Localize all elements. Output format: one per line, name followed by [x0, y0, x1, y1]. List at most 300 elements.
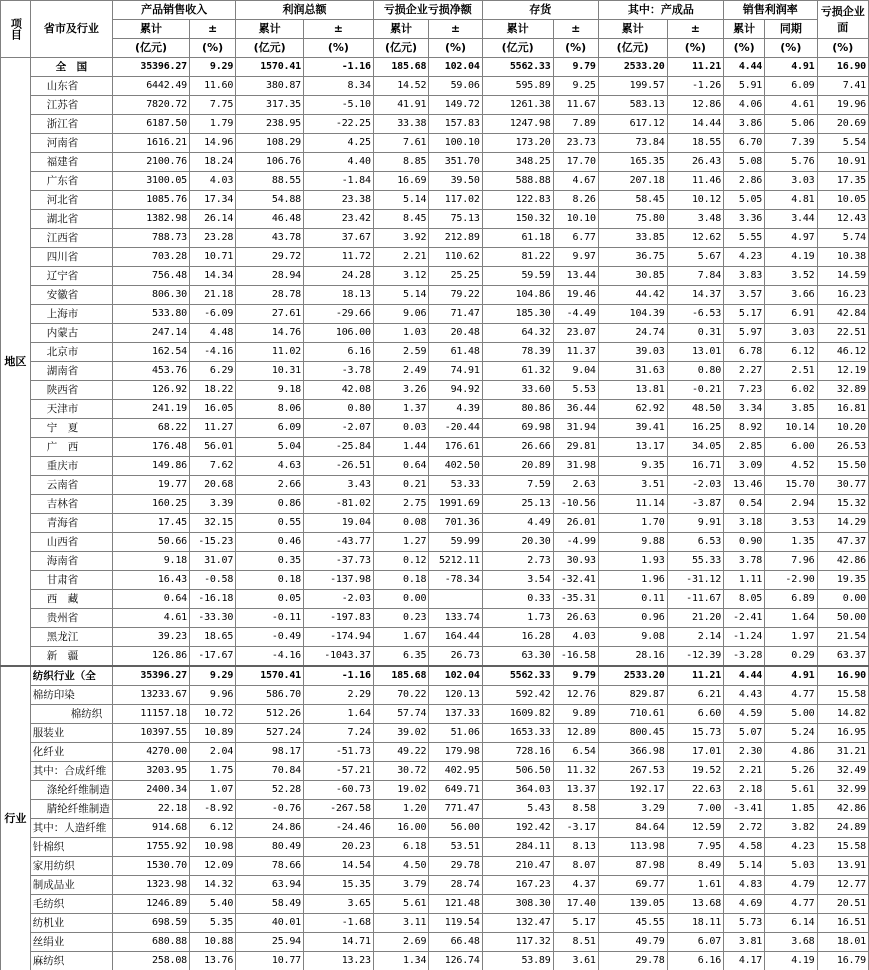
- value-cell: 16.25: [667, 419, 723, 438]
- value-cell: 9.08: [598, 628, 667, 647]
- value-cell: 1570.41: [236, 666, 304, 686]
- region-row: [1, 495, 869, 514]
- value-cell: 26.43: [667, 153, 723, 172]
- value-cell: 150.32: [482, 210, 553, 229]
- value-cell: 2.86: [724, 172, 765, 191]
- unit-pct: (%): [189, 39, 235, 58]
- value-cell: 29.78: [598, 952, 667, 970]
- value-cell: 26.66: [482, 438, 553, 457]
- value-cell: 4.77: [765, 895, 817, 914]
- value-cell: 106.00: [303, 324, 373, 343]
- value-cell: -2.03: [303, 590, 373, 609]
- region-row: [1, 647, 869, 667]
- region-row: [1, 571, 869, 590]
- value-cell: 157.83: [429, 115, 482, 134]
- value-cell: 57.74: [373, 705, 428, 724]
- table-header: [1, 1, 869, 58]
- value-cell: 55.33: [667, 552, 723, 571]
- value-cell: 20.30: [482, 533, 553, 552]
- value-cell: 2.14: [667, 628, 723, 647]
- value-cell: 3.29: [598, 800, 667, 819]
- value-cell: 73.84: [598, 134, 667, 153]
- value-cell: 6.35: [373, 647, 428, 667]
- header-cum: 累计: [236, 20, 304, 39]
- value-cell: 126.86: [112, 647, 189, 667]
- unit-pct: (%): [817, 39, 868, 58]
- industry-row: [1, 857, 869, 876]
- header-pm: ±: [303, 20, 373, 39]
- value-cell: 74.91: [429, 362, 482, 381]
- row-label: 吉林省: [30, 495, 112, 514]
- row-label: 丝绢业: [30, 933, 112, 952]
- value-cell: 6.12: [189, 819, 235, 838]
- value-cell: 12.59: [667, 819, 723, 838]
- value-cell: 6.00: [765, 438, 817, 457]
- value-cell: 7.41: [817, 77, 868, 96]
- value-cell: 2.51: [765, 362, 817, 381]
- value-cell: 30.85: [598, 267, 667, 286]
- unit-yi: (亿元): [373, 39, 428, 58]
- value-cell: 179.98: [429, 743, 482, 762]
- value-cell: 15.58: [817, 686, 868, 705]
- value-cell: 1.73: [482, 609, 553, 628]
- value-cell: 26.53: [817, 438, 868, 457]
- value-cell: 1.85: [765, 800, 817, 819]
- value-cell: 102.04: [429, 58, 482, 77]
- value-cell: 2.59: [373, 343, 428, 362]
- value-cell: 113.98: [598, 838, 667, 857]
- value-cell: -25.84: [303, 438, 373, 457]
- industry-row: [1, 686, 869, 705]
- value-cell: 10.89: [189, 724, 235, 743]
- value-cell: 18.22: [189, 381, 235, 400]
- value-cell: -4.16: [189, 343, 235, 362]
- value-cell: 12.77: [817, 876, 868, 895]
- value-cell: 19.77: [112, 476, 189, 495]
- value-cell: 39.41: [598, 419, 667, 438]
- row-label: 广东省: [30, 172, 112, 191]
- value-cell: [429, 590, 482, 609]
- value-cell: -60.73: [303, 781, 373, 800]
- value-cell: -16.58: [553, 647, 598, 667]
- value-cell: 0.03: [373, 419, 428, 438]
- value-cell: 3.81: [724, 933, 765, 952]
- value-cell: -174.94: [303, 628, 373, 647]
- value-cell: 680.88: [112, 933, 189, 952]
- value-cell: 176.48: [112, 438, 189, 457]
- value-cell: 17.70: [553, 153, 598, 172]
- value-cell: 22.63: [667, 781, 723, 800]
- value-cell: 5.00: [765, 705, 817, 724]
- value-cell: 18.13: [303, 286, 373, 305]
- value-cell: 192.17: [598, 781, 667, 800]
- value-cell: -24.46: [303, 819, 373, 838]
- value-cell: 0.80: [303, 400, 373, 419]
- value-cell: 2.30: [724, 743, 765, 762]
- value-cell: 14.71: [303, 933, 373, 952]
- value-cell: 0.64: [112, 590, 189, 609]
- row-label: 上海市: [30, 305, 112, 324]
- value-cell: 1323.98: [112, 876, 189, 895]
- value-cell: -35.31: [553, 590, 598, 609]
- value-cell: 586.70: [236, 686, 304, 705]
- value-cell: -2.41: [724, 609, 765, 628]
- value-cell: 2.85: [724, 438, 765, 457]
- value-cell: 1.70: [598, 514, 667, 533]
- header-cum: 累计: [598, 20, 667, 39]
- value-cell: 28.78: [236, 286, 304, 305]
- value-cell: 9.06: [373, 305, 428, 324]
- value-cell: -57.21: [303, 762, 373, 781]
- value-cell: 16.51: [817, 914, 868, 933]
- value-cell: 2.29: [303, 686, 373, 705]
- region-row: [1, 229, 869, 248]
- row-label: 浙江省: [30, 115, 112, 134]
- value-cell: 50.66: [112, 533, 189, 552]
- value-cell: 9.91: [667, 514, 723, 533]
- value-cell: 5.74: [817, 229, 868, 248]
- value-cell: 28.16: [598, 647, 667, 667]
- value-cell: 42.86: [817, 800, 868, 819]
- value-cell: 3.66: [765, 286, 817, 305]
- row-label: 棉纺织: [30, 705, 112, 724]
- value-cell: 9.79: [553, 666, 598, 686]
- row-label: 海南省: [30, 552, 112, 571]
- region-row: [1, 115, 869, 134]
- value-cell: -0.58: [189, 571, 235, 590]
- value-cell: 11157.18: [112, 705, 189, 724]
- value-cell: 69.98: [482, 419, 553, 438]
- value-cell: -15.23: [189, 533, 235, 552]
- value-cell: -4.99: [553, 533, 598, 552]
- region-row: [1, 172, 869, 191]
- value-cell: 8.05: [724, 590, 765, 609]
- value-cell: 4.06: [724, 96, 765, 115]
- value-cell: 1991.69: [429, 495, 482, 514]
- value-cell: 70.22: [373, 686, 428, 705]
- value-cell: 167.23: [482, 876, 553, 895]
- value-cell: 0.23: [373, 609, 428, 628]
- value-cell: 0.31: [667, 324, 723, 343]
- value-cell: 3.34: [724, 400, 765, 419]
- row-label: 辽宁省: [30, 267, 112, 286]
- value-cell: 5.43: [482, 800, 553, 819]
- value-cell: 14.76: [236, 324, 304, 343]
- value-cell: 15.32: [817, 495, 868, 514]
- value-cell: 7.24: [303, 724, 373, 743]
- value-cell: 1.44: [373, 438, 428, 457]
- value-cell: 2.72: [724, 819, 765, 838]
- value-cell: -11.67: [667, 590, 723, 609]
- value-cell: 24.74: [598, 324, 667, 343]
- value-cell: 241.19: [112, 400, 189, 419]
- value-cell: 7.62: [189, 457, 235, 476]
- unit-yi: (亿元): [236, 39, 304, 58]
- value-cell: -29.66: [303, 305, 373, 324]
- value-cell: -1.84: [303, 172, 373, 191]
- row-label: 重庆市: [30, 457, 112, 476]
- row-label: 安徽省: [30, 286, 112, 305]
- value-cell: 247.14: [112, 324, 189, 343]
- value-cell: 10.12: [667, 191, 723, 210]
- value-cell: 22.18: [112, 800, 189, 819]
- value-cell: 9.18: [112, 552, 189, 571]
- value-cell: 6.29: [189, 362, 235, 381]
- value-cell: 33.85: [598, 229, 667, 248]
- value-cell: 4.39: [429, 400, 482, 419]
- value-cell: 4.17: [724, 952, 765, 970]
- value-cell: 2.75: [373, 495, 428, 514]
- value-cell: 10.05: [817, 191, 868, 210]
- value-cell: 6.12: [765, 343, 817, 362]
- row-label: 湖南省: [30, 362, 112, 381]
- header-pm: ±: [553, 20, 598, 39]
- value-cell: 4.19: [765, 248, 817, 267]
- value-cell: 527.24: [236, 724, 304, 743]
- value-cell: 3.48: [667, 210, 723, 229]
- value-cell: 258.08: [112, 952, 189, 970]
- row-label: 山西省: [30, 533, 112, 552]
- value-cell: 3.09: [724, 457, 765, 476]
- value-cell: 50.00: [817, 609, 868, 628]
- value-cell: 512.26: [236, 705, 304, 724]
- value-cell: 149.72: [429, 96, 482, 115]
- value-cell: 12.09: [189, 857, 235, 876]
- value-cell: 53.51: [429, 838, 482, 857]
- value-cell: 14.37: [667, 286, 723, 305]
- value-cell: 4.44: [724, 58, 765, 77]
- value-cell: 6.60: [667, 705, 723, 724]
- value-cell: 317.35: [236, 96, 304, 115]
- value-cell: 8.07: [553, 857, 598, 876]
- value-cell: 160.25: [112, 495, 189, 514]
- value-cell: 0.05: [236, 590, 304, 609]
- value-cell: 106.76: [236, 153, 304, 172]
- value-cell: 10.72: [189, 705, 235, 724]
- value-cell: 16.28: [482, 628, 553, 647]
- value-cell: 42.86: [817, 552, 868, 571]
- value-cell: 5.61: [373, 895, 428, 914]
- row-label: 福建省: [30, 153, 112, 172]
- value-cell: 80.86: [482, 400, 553, 419]
- value-cell: -5.10: [303, 96, 373, 115]
- value-cell: 5.73: [724, 914, 765, 933]
- value-cell: 16.43: [112, 571, 189, 590]
- value-cell: -2.03: [667, 476, 723, 495]
- value-cell: 3.78: [724, 552, 765, 571]
- value-cell: 78.39: [482, 343, 553, 362]
- value-cell: 94.92: [429, 381, 482, 400]
- value-cell: 13.37: [553, 781, 598, 800]
- value-cell: 8.45: [373, 210, 428, 229]
- value-cell: 58.49: [236, 895, 304, 914]
- value-cell: 16.05: [189, 400, 235, 419]
- value-cell: 46.12: [817, 343, 868, 362]
- section-label-region: 地区: [1, 58, 31, 667]
- row-label: 制成品业: [30, 876, 112, 895]
- value-cell: 13.76: [189, 952, 235, 970]
- value-cell: 788.73: [112, 229, 189, 248]
- value-cell: 8.13: [553, 838, 598, 857]
- value-cell: 12.62: [667, 229, 723, 248]
- value-cell: 5.76: [765, 153, 817, 172]
- value-cell: 4.69: [724, 895, 765, 914]
- value-cell: 56.00: [429, 819, 482, 838]
- value-cell: 28.74: [429, 876, 482, 895]
- unit-pct: (%): [724, 39, 765, 58]
- industry-row: [1, 819, 869, 838]
- value-cell: -12.39: [667, 647, 723, 667]
- value-cell: 19.46: [553, 286, 598, 305]
- value-cell: 6.77: [553, 229, 598, 248]
- value-cell: 2.27: [724, 362, 765, 381]
- value-cell: 23.73: [553, 134, 598, 153]
- value-cell: 4.43: [724, 686, 765, 705]
- value-cell: 703.28: [112, 248, 189, 267]
- region-row: [1, 343, 869, 362]
- value-cell: 3.54: [482, 571, 553, 590]
- value-cell: 5562.33: [482, 666, 553, 686]
- value-cell: 39.50: [429, 172, 482, 191]
- value-cell: 26.01: [553, 514, 598, 533]
- industry-row: [1, 895, 869, 914]
- value-cell: 3.12: [373, 267, 428, 286]
- value-cell: 30.93: [553, 552, 598, 571]
- value-cell: 14.32: [189, 876, 235, 895]
- value-cell: 3100.05: [112, 172, 189, 191]
- value-cell: 75.80: [598, 210, 667, 229]
- value-cell: 402.50: [429, 457, 482, 476]
- value-cell: 121.48: [429, 895, 482, 914]
- value-cell: 1.20: [373, 800, 428, 819]
- value-cell: 61.32: [482, 362, 553, 381]
- row-label: 化纤业: [30, 743, 112, 762]
- header-loss-ratio: 亏损企业面: [817, 1, 868, 39]
- value-cell: 1755.92: [112, 838, 189, 857]
- value-cell: 104.39: [598, 305, 667, 324]
- value-cell: 47.37: [817, 533, 868, 552]
- row-label: 青海省: [30, 514, 112, 533]
- value-cell: 5.14: [724, 857, 765, 876]
- value-cell: 13.91: [817, 857, 868, 876]
- value-cell: 81.22: [482, 248, 553, 267]
- value-cell: 14.44: [667, 115, 723, 134]
- value-cell: 5.05: [724, 191, 765, 210]
- value-cell: 13.46: [724, 476, 765, 495]
- row-label: 内蒙古: [30, 324, 112, 343]
- value-cell: 10.38: [817, 248, 868, 267]
- value-cell: 4.61: [765, 96, 817, 115]
- value-cell: 6442.49: [112, 77, 189, 96]
- value-cell: 13.68: [667, 895, 723, 914]
- value-cell: 0.33: [482, 590, 553, 609]
- value-cell: 14.82: [817, 705, 868, 724]
- value-cell: 15.58: [817, 838, 868, 857]
- value-cell: 18.65: [189, 628, 235, 647]
- value-cell: 139.05: [598, 895, 667, 914]
- header-region-industry: 省市及行业: [30, 1, 112, 58]
- value-cell: 3.86: [724, 115, 765, 134]
- row-label: 湖北省: [30, 210, 112, 229]
- value-cell: 4.63: [236, 457, 304, 476]
- value-cell: 0.54: [724, 495, 765, 514]
- value-cell: 6.78: [724, 343, 765, 362]
- value-cell: 701.36: [429, 514, 482, 533]
- value-cell: 23.07: [553, 324, 598, 343]
- value-cell: 26.14: [189, 210, 235, 229]
- value-cell: 165.35: [598, 153, 667, 172]
- value-cell: 126.92: [112, 381, 189, 400]
- unit-yi: (亿元): [598, 39, 667, 58]
- unit-pct: (%): [303, 39, 373, 58]
- value-cell: 122.83: [482, 191, 553, 210]
- value-cell: 20.51: [817, 895, 868, 914]
- value-cell: 20.23: [303, 838, 373, 857]
- value-cell: 100.10: [429, 134, 482, 153]
- value-cell: 19.52: [667, 762, 723, 781]
- region-row: [1, 134, 869, 153]
- value-cell: 44.42: [598, 286, 667, 305]
- value-cell: 11.72: [303, 248, 373, 267]
- value-cell: 595.89: [482, 77, 553, 96]
- value-cell: -4.49: [553, 305, 598, 324]
- value-cell: -31.12: [667, 571, 723, 590]
- value-cell: 7.39: [765, 134, 817, 153]
- value-cell: 6.07: [667, 933, 723, 952]
- value-cell: 2100.76: [112, 153, 189, 172]
- value-cell: 84.64: [598, 819, 667, 838]
- value-cell: 192.42: [482, 819, 553, 838]
- value-cell: 1.75: [189, 762, 235, 781]
- value-cell: 238.95: [236, 115, 304, 134]
- value-cell: 20.48: [429, 324, 482, 343]
- value-cell: 14.34: [189, 267, 235, 286]
- value-cell: 5.07: [724, 724, 765, 743]
- value-cell: 5.08: [724, 153, 765, 172]
- unit-pct: (%): [765, 39, 817, 58]
- industry-row: [1, 876, 869, 895]
- value-cell: 308.30: [482, 895, 553, 914]
- value-cell: 13.23: [303, 952, 373, 970]
- value-cell: 9.89: [553, 705, 598, 724]
- region-row: [1, 628, 869, 647]
- value-cell: 133.74: [429, 609, 482, 628]
- value-cell: 3.68: [765, 933, 817, 952]
- value-cell: 3203.95: [112, 762, 189, 781]
- row-label: 云南省: [30, 476, 112, 495]
- value-cell: 54.88: [236, 191, 304, 210]
- header-pm: ±: [667, 20, 723, 39]
- value-cell: 3.57: [724, 286, 765, 305]
- value-cell: 6.21: [667, 686, 723, 705]
- value-cell: 25.94: [236, 933, 304, 952]
- value-cell: 26.63: [553, 609, 598, 628]
- industry-row: [1, 933, 869, 952]
- value-cell: 31.07: [189, 552, 235, 571]
- value-cell: 1609.82: [482, 705, 553, 724]
- row-label: 家用纺织: [30, 857, 112, 876]
- value-cell: 3.79: [373, 876, 428, 895]
- value-cell: 351.70: [429, 153, 482, 172]
- value-cell: -3.78: [303, 362, 373, 381]
- value-cell: 4.23: [765, 838, 817, 857]
- value-cell: 14.52: [373, 77, 428, 96]
- value-cell: 42.84: [817, 305, 868, 324]
- value-cell: 7.84: [667, 267, 723, 286]
- value-cell: 23.38: [303, 191, 373, 210]
- value-cell: 7.00: [667, 800, 723, 819]
- value-cell: 533.80: [112, 305, 189, 324]
